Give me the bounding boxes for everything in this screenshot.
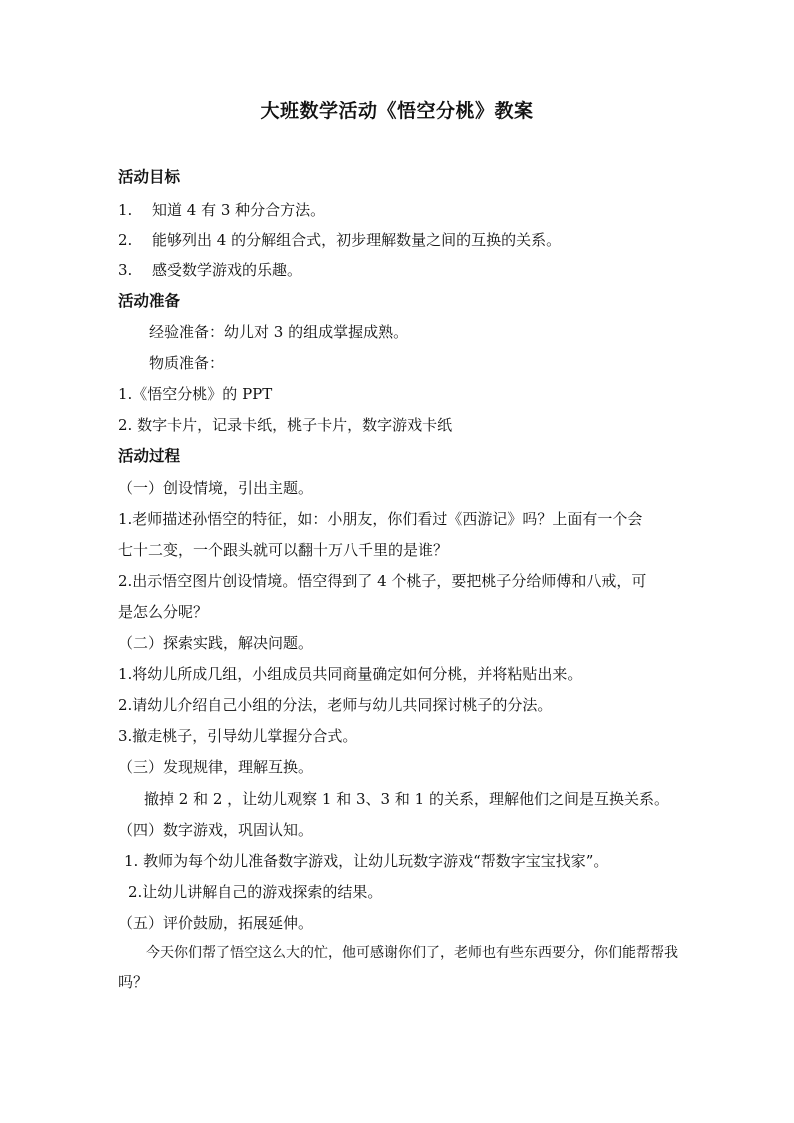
process-line: 七十二变，一个跟头就可以翻十万八千里的是谁？ <box>118 541 449 559</box>
goal-item-text: 知道 4 有 3 种分合方法。 <box>152 201 326 219</box>
goal-item-text: 能够列出 4 的分解组合式，初步理解数量之间的互换的关系。 <box>152 231 562 249</box>
document-title: 大班数学活动《悟空分桃》教案 <box>260 100 534 122</box>
prep-item-1: 1.《悟空分桃》的 PPT <box>118 385 273 403</box>
goal-item-2 <box>118 230 561 250</box>
process-line: 吗？ <box>118 973 149 991</box>
process-line: 2.请幼儿介绍自己小组的分法，老师与幼儿共同探讨桃子的分法。 <box>118 696 553 714</box>
process-line: 1.将幼儿所成几组，小组成员共同商量确定如何分桃，并将粘贴出来。 <box>118 665 583 683</box>
goal-item-number: 1. <box>118 201 133 219</box>
process-line: （二）探索实践，解决问题。 <box>118 634 314 652</box>
process-line: 3.撤走桃子，引导幼儿掌握分合式。 <box>118 727 358 745</box>
process-line: 2.让幼儿讲解自己的游戏探索的结果。 <box>128 883 383 901</box>
goals-heading: 活动目标 <box>118 167 181 186</box>
goal-item-1 <box>118 200 325 220</box>
prep-material: 物质准备： <box>149 354 225 372</box>
goal-item-number: 2. <box>118 231 133 249</box>
goal-item-number: 3. <box>118 261 133 279</box>
process-heading: 活动过程 <box>118 446 181 465</box>
process-line: （三）发现规律，理解互换。 <box>118 758 314 776</box>
process-line: 今天你们帮了悟空这么大的忙，他可感谢你们了，老师也有些东西要分，你们能帮帮我 <box>146 945 678 961</box>
goal-item-3 <box>118 260 302 280</box>
process-line: （四）数字游戏，巩固认知。 <box>118 821 314 839</box>
process-line: 1.老师描述孙悟空的特征，如：小朋友，你们看过《西游记》吗？上面有一个会 <box>118 510 643 528</box>
process-line: （五）评价鼓励，拓展延伸。 <box>118 914 314 932</box>
process-line: （一）创设情境，引出主题。 <box>118 479 314 497</box>
process-line: 2.出示悟空图片创设情境。悟空得到了 4 个桃子，要把桃子分给师傅和八戒，可 <box>118 572 647 590</box>
process-line: 是怎么分呢？ <box>118 603 209 621</box>
goal-item-text: 感受数学游戏的乐趣。 <box>152 261 303 279</box>
process-line: 撤掉 2 和 2 ，让幼儿观察 1 和 3、3 和 1 的关系，理解他们之间是互换关系。 <box>144 790 669 808</box>
prep-heading: 活动准备 <box>118 291 181 310</box>
prep-experience: 经验准备：幼儿对 3 的组成掌握成熟。 <box>149 323 409 341</box>
process-line: 1. 教师为每个幼儿准备数字游戏，让幼儿玩数字游戏“帮数字宝宝找家”。 <box>124 852 609 870</box>
prep-item-2: 2. 数字卡片，记录卡纸，桃子卡片，数字游戏卡纸 <box>118 416 453 434</box>
